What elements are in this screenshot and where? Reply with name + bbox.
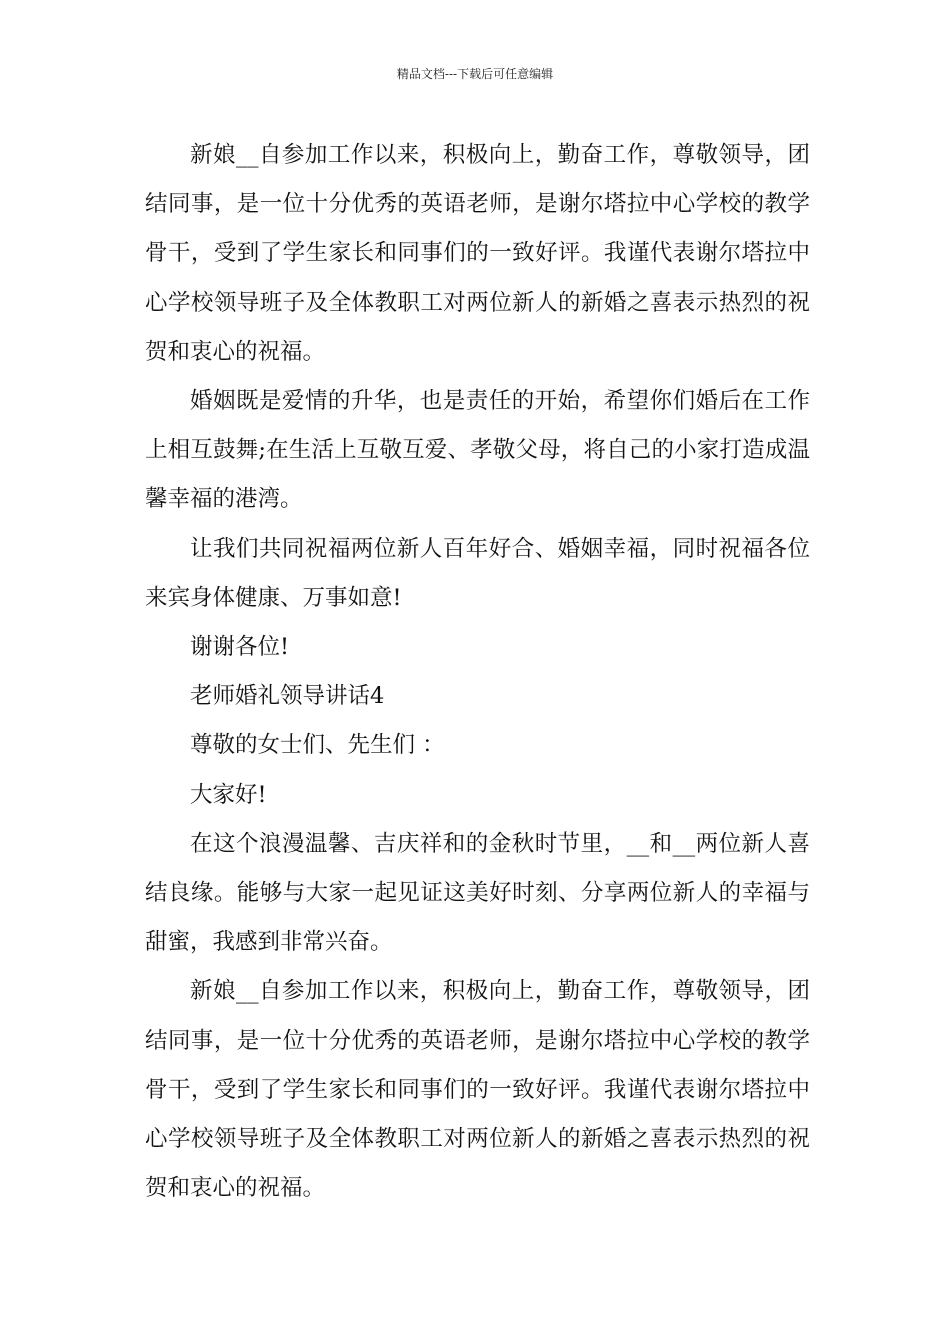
paragraph-salutation: 尊敬的女士们、先生们 ： (190, 732, 445, 759)
paragraph-thanks: 谢谢各位! (190, 634, 290, 661)
paragraph-greeting: 大家好! (190, 781, 267, 808)
paragraph-bride-intro-repeat: 新娘__自参加工作以来，积极向上，勤奋工作，尊敬领导，团结同事，是一位十分优秀的英语老师，是谢尔塔拉中心学校的教学骨干，受到了学生家长和同事们的一致好评。我谨代表谢尔塔拉中心学校领导班子及全体教职工对两位新人的新婚之喜表示热烈的祝贺和衷心的祝福。 (145, 978, 810, 1202)
paragraph-marriage-wish: 婚姻既是爱情的升华，也是责任的开始，希望你们婚后在工作上相互鼓舞;在生活上互敬互爱、孝敬父母，将自己的小家打造成温馨幸福的港湾。 (145, 388, 810, 513)
section-title: 老师婚礼领导讲话4 (190, 683, 385, 710)
document-body (145, 131, 810, 1213)
paragraph-opening: 在这个浪漫温馨、吉庆祥和的金秋时节里，__和__两位新人喜结良缘。能够与大家一起见证这美好时刻、分享两位新人的幸福与甜蜜，我感到非常兴奋。 (145, 830, 810, 956)
paragraph-bride-intro: 新娘__自参加工作以来，积极向上，勤奋工作，尊敬领导，团结同事，是一位十分优秀的英语老师，是谢尔塔拉中心学校的教学骨干，受到了学生家长和同事们的一致好评。我谨代表谢尔塔拉中心学校领导班子及全体教职工对两位新人的新婚之喜表示热烈的祝贺和衷心的祝福。 (145, 142, 810, 365)
paragraph-blessing: 让我们共同祝福两位新人百年好合、婚姻幸福，同时祝福各位来宾身体健康、万事如意! (145, 535, 810, 611)
page-header: 精品文档---下载后可任意编辑 (396, 67, 554, 81)
